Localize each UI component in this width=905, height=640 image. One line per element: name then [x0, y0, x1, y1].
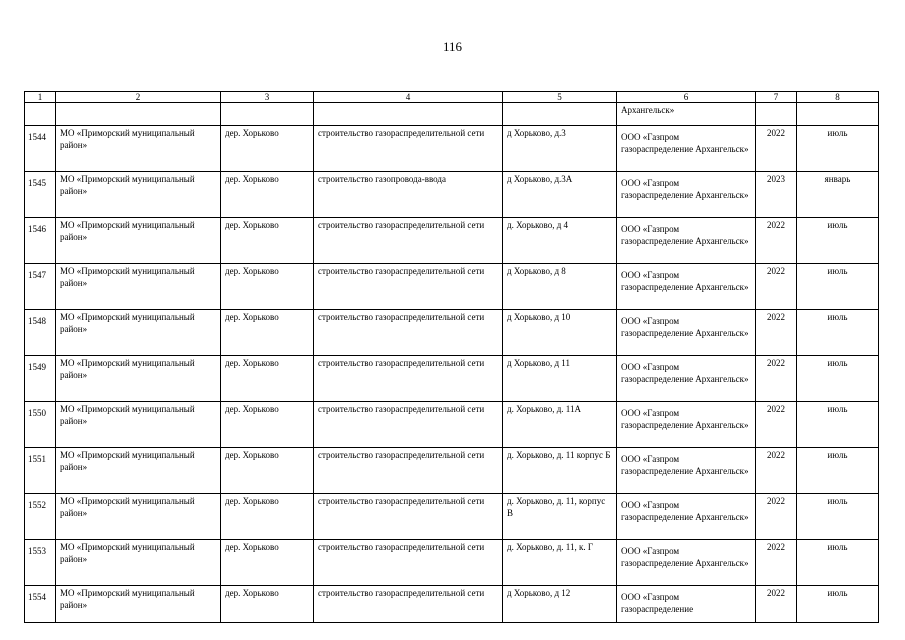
work-type-cell: строительство газораспределительной сети — [314, 126, 503, 172]
year-cell: 2022 — [756, 586, 797, 623]
column-number: 5 — [503, 92, 617, 103]
settlement-cell: дер. Хорьково — [221, 172, 314, 218]
table-row — [25, 540, 879, 586]
organization-cell: ООО «Газпром газораспределение Архангельск» — [617, 402, 756, 448]
work-type-cell: строительство газораспределительной сети — [314, 586, 503, 623]
work-type-cell: строительство газопровода-ввода — [314, 172, 503, 218]
year-cell: 2022 — [756, 126, 797, 172]
row-number-cell: 1552 — [25, 494, 56, 540]
table-row — [25, 264, 879, 310]
year-cell: 2022 — [756, 494, 797, 540]
organization-cell: ООО «Газпром газораспределение Архангельск» — [617, 264, 756, 310]
row-number-cell: 1554 — [25, 586, 56, 623]
row-number-cell: 1546 — [25, 218, 56, 264]
work-type-cell: строительство газораспределительной сети — [314, 356, 503, 402]
settlement-cell: дер. Хорьково — [221, 218, 314, 264]
row-number-cell: 1550 — [25, 402, 56, 448]
month-cell: январь — [797, 172, 879, 218]
settlement-cell: дер. Хорьково — [221, 126, 314, 172]
month-cell: июль — [797, 218, 879, 264]
address-cell: д. Хорьково, д. 11, корпус В — [503, 494, 617, 540]
org-cell: Архангельск» — [617, 103, 756, 126]
municipality-cell: МО «Приморский муниципальный район» — [56, 448, 221, 494]
work-type-cell: строительство газораспределительной сети — [314, 218, 503, 264]
address-cell: д Хорьково, д 12 — [503, 586, 617, 623]
address-cell: д. Хорьково, д 4 — [503, 218, 617, 264]
year-cell: 2022 — [756, 448, 797, 494]
settlement-cell: дер. Хорьково — [221, 448, 314, 494]
settlement-cell: дер. Хорьково — [221, 586, 314, 623]
municipality-cell: МО «Приморский муниципальный район» — [56, 264, 221, 310]
address-cell: д Хорьково, д 11 — [503, 356, 617, 402]
settlement-cell: дер. Хорьково — [221, 540, 314, 586]
page-number: 116 — [442, 39, 463, 54]
month-cell: июль — [797, 310, 879, 356]
address-cell: д. Хорьково, д. 11А — [503, 402, 617, 448]
row-number-cell: 1553 — [25, 540, 56, 586]
year-cell: 2022 — [756, 310, 797, 356]
table-row — [25, 356, 879, 402]
table-row — [25, 586, 879, 623]
municipality-cell: МО «Приморский муниципальный район» — [56, 356, 221, 402]
year-cell: 2023 — [756, 172, 797, 218]
table-row — [25, 310, 879, 356]
work-type-cell: строительство газораспределительной сети — [314, 494, 503, 540]
month-cell: июль — [797, 126, 879, 172]
column-number: 3 — [221, 92, 314, 103]
month-cell: июль — [797, 264, 879, 310]
row-number-cell: 1544 — [25, 126, 56, 172]
column-number: 8 — [797, 92, 879, 103]
organization-cell: ООО «Газпром газораспределение Архангельск» — [617, 494, 756, 540]
table-row — [25, 448, 879, 494]
month-cell: июль — [797, 540, 879, 586]
municipality-cell: МО «Приморский муниципальный район» — [56, 172, 221, 218]
table-row — [25, 494, 879, 540]
settlement-cell: дер. Хорьково — [221, 310, 314, 356]
organization-cell: ООО «Газпром газораспределение Архангельск» — [617, 172, 756, 218]
settlement-cell: дер. Хорьково — [221, 356, 314, 402]
year-cell: 2022 — [756, 264, 797, 310]
continuation-row — [25, 103, 879, 126]
row-number-cell: 1551 — [25, 448, 56, 494]
address-cell: д Хорьково, д 10 — [503, 310, 617, 356]
column-number: 2 — [56, 92, 221, 103]
organization-cell: ООО «Газпром газораспределение Архангельск» — [617, 218, 756, 264]
municipality-cell: МО «Приморский муниципальный район» — [56, 494, 221, 540]
year-cell: 2022 — [756, 540, 797, 586]
address-cell: д Хорьково, д.3 — [503, 126, 617, 172]
municipality-cell: МО «Приморский муниципальный район» — [56, 402, 221, 448]
year-cell: 2022 — [756, 402, 797, 448]
row-number-cell: 1548 — [25, 310, 56, 356]
column-number: 6 — [617, 92, 756, 103]
organization-cell: ООО «Газпром газораспределение Архангельск» — [617, 126, 756, 172]
month-cell: июль — [797, 402, 879, 448]
address-cell: д Хорьково, д.3А — [503, 172, 617, 218]
column-number-row — [25, 92, 879, 103]
work-type-cell: строительство газораспределительной сети — [314, 264, 503, 310]
organization-cell: ООО «Газпром газораспределение — [617, 586, 756, 623]
table-row — [25, 402, 879, 448]
year-cell: 2022 — [756, 218, 797, 264]
month-cell: июль — [797, 448, 879, 494]
work-type-cell: строительство газораспределительной сети — [314, 402, 503, 448]
organization-cell: ООО «Газпром газораспределение Архангельск» — [617, 356, 756, 402]
year-cell: 2022 — [756, 356, 797, 402]
work-type-cell: строительство газораспределительной сети — [314, 310, 503, 356]
municipality-cell: МО «Приморский муниципальный район» — [56, 218, 221, 264]
municipality-cell: МО «Приморский муниципальный район» — [56, 586, 221, 623]
organization-cell: ООО «Газпром газораспределение Архангельск» — [617, 310, 756, 356]
month-cell: июль — [797, 356, 879, 402]
row-number-cell: 1545 — [25, 172, 56, 218]
document-table — [24, 91, 879, 623]
settlement-cell: дер. Хорьково — [221, 264, 314, 310]
month-cell: июль — [797, 494, 879, 540]
address-cell: д. Хорьково, д. 11, к. Г — [503, 540, 617, 586]
organization-cell: ООО «Газпром газораспределение Архангельск» — [617, 540, 756, 586]
organization-cell: ООО «Газпром газораспределение Архангельск» — [617, 448, 756, 494]
table-row — [25, 218, 879, 264]
address-cell: д Хорьково, д 8 — [503, 264, 617, 310]
row-number-cell: 1547 — [25, 264, 56, 310]
row-number-cell: 1549 — [25, 356, 56, 402]
work-type-cell: строительство газораспределительной сети — [314, 540, 503, 586]
month-cell: июль — [797, 586, 879, 623]
work-type-cell: строительство газораспределительной сети — [314, 448, 503, 494]
column-number: 7 — [756, 92, 797, 103]
table-row — [25, 172, 879, 218]
address-cell: д. Хорьково, д. 11 корпус Б — [503, 448, 617, 494]
settlement-cell: дер. Хорьково — [221, 402, 314, 448]
municipality-cell: МО «Приморский муниципальный район» — [56, 310, 221, 356]
municipality-cell: МО «Приморский муниципальный район» — [56, 126, 221, 172]
settlement-cell: дер. Хорьково — [221, 494, 314, 540]
column-number: 1 — [25, 92, 56, 103]
table-row — [25, 126, 879, 172]
column-number: 4 — [314, 92, 503, 103]
municipality-cell: МО «Приморский муниципальный район» — [56, 540, 221, 586]
